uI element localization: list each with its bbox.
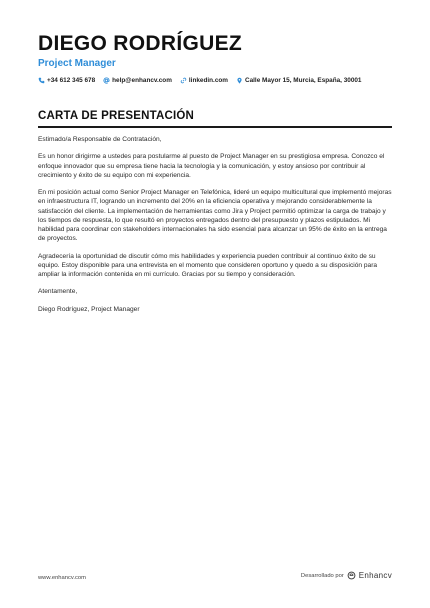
contact-phone [38, 77, 95, 84]
phone-text: +34 612 345 678 [47, 77, 96, 84]
contact-bar [38, 77, 398, 84]
letter-signature: Diego Rodríguez, Project Manager [38, 305, 140, 313]
email-text[interactable]: help@enhancv.com [112, 77, 172, 84]
at-icon [103, 77, 110, 84]
letter-paragraph: Agradecería la oportunidad de discutir cómo mis habilidades y experiencia pueden contribuir al continuo éxito de su equipo. Estoy disponible para una entrevista en el momento que consideren oportuno y quedo a su disposición para ampliar la información contenida en mi currículo. Gracias por su tiempo y consideración. [38, 252, 378, 278]
section-heading: CARTA DE PRESENTACIÓN [38, 110, 195, 122]
linkedin-text[interactable]: linkedin.com [188, 77, 228, 84]
contact-address [236, 77, 362, 84]
footer-website[interactable]: www.enhancv.com [38, 575, 86, 581]
letter-closing: Atentamente, [38, 288, 78, 296]
letter-salutation: Estimado/a Responsable de Contratación, [38, 136, 162, 143]
letter-body [38, 135, 394, 322]
phone-icon [38, 77, 45, 84]
candidate-role: Project Manager [38, 58, 116, 69]
contact-linkedin[interactable] [180, 77, 228, 84]
location-pin-icon [236, 77, 243, 84]
candidate-name: DIEGO RODRÍGUEZ [38, 32, 243, 55]
address-text: Calle Mayor 15, Murcia, España, 30001 [244, 77, 362, 84]
section-divider [38, 126, 392, 128]
footer-branding [301, 571, 392, 580]
letter-paragraph: En mi posición actual como Senior Project Manager en Telefónica, lideré un equipo multicultural que implementó mejoras en infraestructura IT, logrando un incremento del 20% en la eficiencia operativa y mejorando considerablemente la satisfacción del cliente. La implementación de herramientas como Jira y Project permitió optimizar la carga de trabajo y los tiempos de respuesta, lo que resultó en proyectos entregados dentro del presupuesto y plazos estipulados. Mi habilidad para coordinar con stakeholders internacionales ha sido esencial para alcanzar un 95% de éxito en la entrega de proyectos. [38, 189, 392, 243]
contact-email[interactable] [103, 77, 172, 84]
link-icon [180, 77, 187, 84]
powered-by-text: Desarrollado por [300, 572, 344, 579]
brand-name: Enhancv [358, 571, 392, 580]
letter-paragraph: Es un honor dirigirme a ustedes para postularme al puesto de Project Manager en su prestigiosa empresa. Conozco el enfoque innovador que su empresa tiene hacia la tecnología y la comunicación, y estoy ansioso por contribuir al crecimiento y éxito de su equipo con mi experiencia. [38, 153, 385, 179]
enhancv-logo-icon [347, 571, 356, 580]
